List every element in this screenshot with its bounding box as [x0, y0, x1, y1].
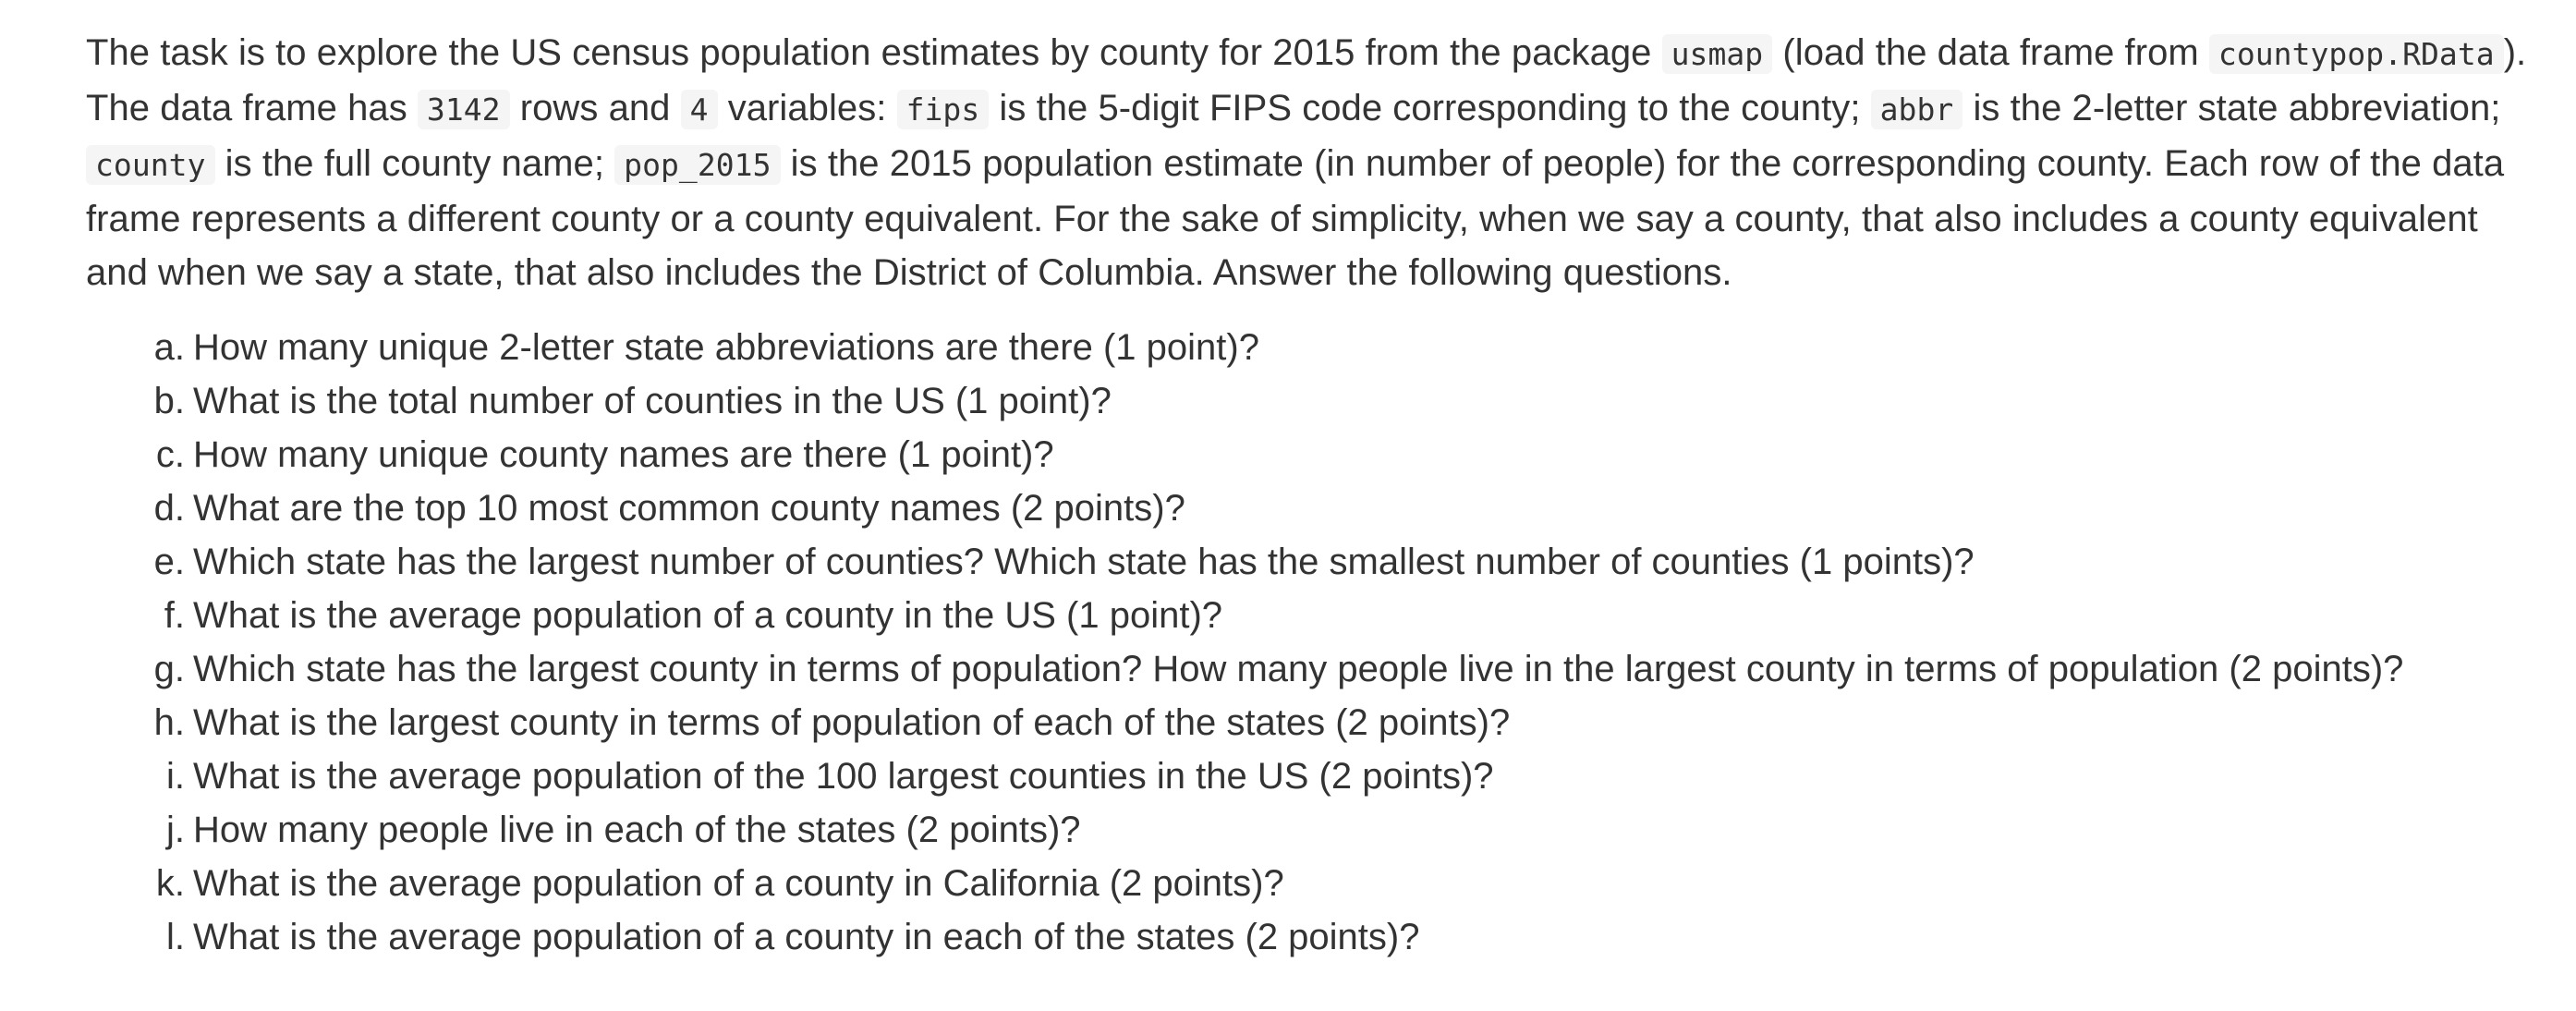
question-text: How many people live in each of the states (2 points)?	[193, 810, 1081, 850]
package-name-code: usmap	[1662, 34, 1773, 74]
question-item	[86, 642, 2539, 696]
question-marker: d.	[153, 488, 185, 529]
question-text: What is the average population of the 100 largest counties in the US (2 points)?	[193, 756, 1494, 797]
question-text: What is the average population of a county in the US (1 point)?	[193, 595, 1223, 636]
intro-text: is the 2-letter state abbreviation;	[1962, 88, 2501, 128]
question-text: What is the total number of counties in the US (1 point)?	[193, 381, 1112, 421]
variable-count-code: 4	[681, 90, 718, 129]
question-item	[86, 374, 2539, 428]
fips-variable-code: fips	[897, 90, 990, 129]
intro-text: is the full county name;	[214, 143, 615, 184]
intro-text: (load the data frame from	[1772, 32, 2209, 73]
question-marker: k.	[155, 863, 185, 904]
question-marker: b.	[153, 381, 185, 421]
question-marker: a.	[153, 327, 185, 368]
data-file-code: countypop.RData	[2209, 34, 2504, 74]
question-marker: h.	[153, 702, 185, 743]
pop-variable-code: pop_2015	[614, 145, 780, 185]
question-item	[86, 321, 2539, 374]
question-list	[86, 321, 2539, 964]
question-text: Which state has the largest number of counties? Which state has the smallest number of counties (1 points)?	[193, 542, 1975, 582]
intro-text: ). The data frame has	[86, 32, 2527, 128]
intro-text: rows and	[509, 88, 681, 128]
intro-text: The task is to explore the US census population estimates by county for 2015 from the package	[86, 32, 1662, 73]
intro-text: is the 2015 population estimate (in number of people) for the corresponding county. Each row of the data frame represents a different county or a county equivalent. For the sake of simplicity, when we say a county, that also includes a county equivalent and when we say a state, that also includes the District of Columbia. Answer the following questions.	[86, 143, 2505, 293]
intro-text: variables:	[717, 88, 897, 128]
question-marker: l.	[166, 917, 185, 957]
question-text: What is the average population of a county in California (2 points)?	[193, 863, 1284, 904]
question-marker: c.	[155, 434, 185, 475]
question-text: How many unique 2-letter state abbreviations are there (1 point)?	[193, 327, 1259, 368]
question-item	[86, 857, 2539, 910]
question-marker: i.	[166, 756, 185, 797]
question-marker: e.	[153, 542, 185, 582]
question-item	[86, 803, 2539, 857]
question-marker: j.	[166, 810, 185, 850]
abbr-variable-code: abbr	[1871, 90, 1963, 129]
question-marker: g.	[153, 649, 185, 689]
intro-paragraph	[86, 26, 2539, 299]
question-text: What is the average population of a county in each of the states (2 points)?	[193, 917, 1420, 957]
question-item	[86, 481, 2539, 535]
question-item	[86, 696, 2539, 749]
intro-text: is the 5-digit FIPS code corresponding to the county;	[989, 88, 1871, 128]
question-item	[86, 910, 2539, 964]
question-text: How many unique county names are there (1 point)?	[193, 434, 1054, 475]
county-variable-code: county	[86, 145, 215, 185]
question-item	[86, 535, 2539, 589]
question-text: What is the largest county in terms of population of each of the states (2 points)?	[193, 702, 1511, 743]
row-count-code: 3142	[418, 90, 510, 129]
question-item	[86, 589, 2539, 642]
question-text: Which state has the largest county in terms of population? How many people live in the largest county in terms of population (2 points)?	[193, 649, 2404, 689]
question-item	[86, 428, 2539, 481]
question-text: What are the top 10 most common county names (2 points)?	[193, 488, 1185, 529]
question-marker: f.	[164, 595, 185, 636]
question-item	[86, 749, 2539, 803]
